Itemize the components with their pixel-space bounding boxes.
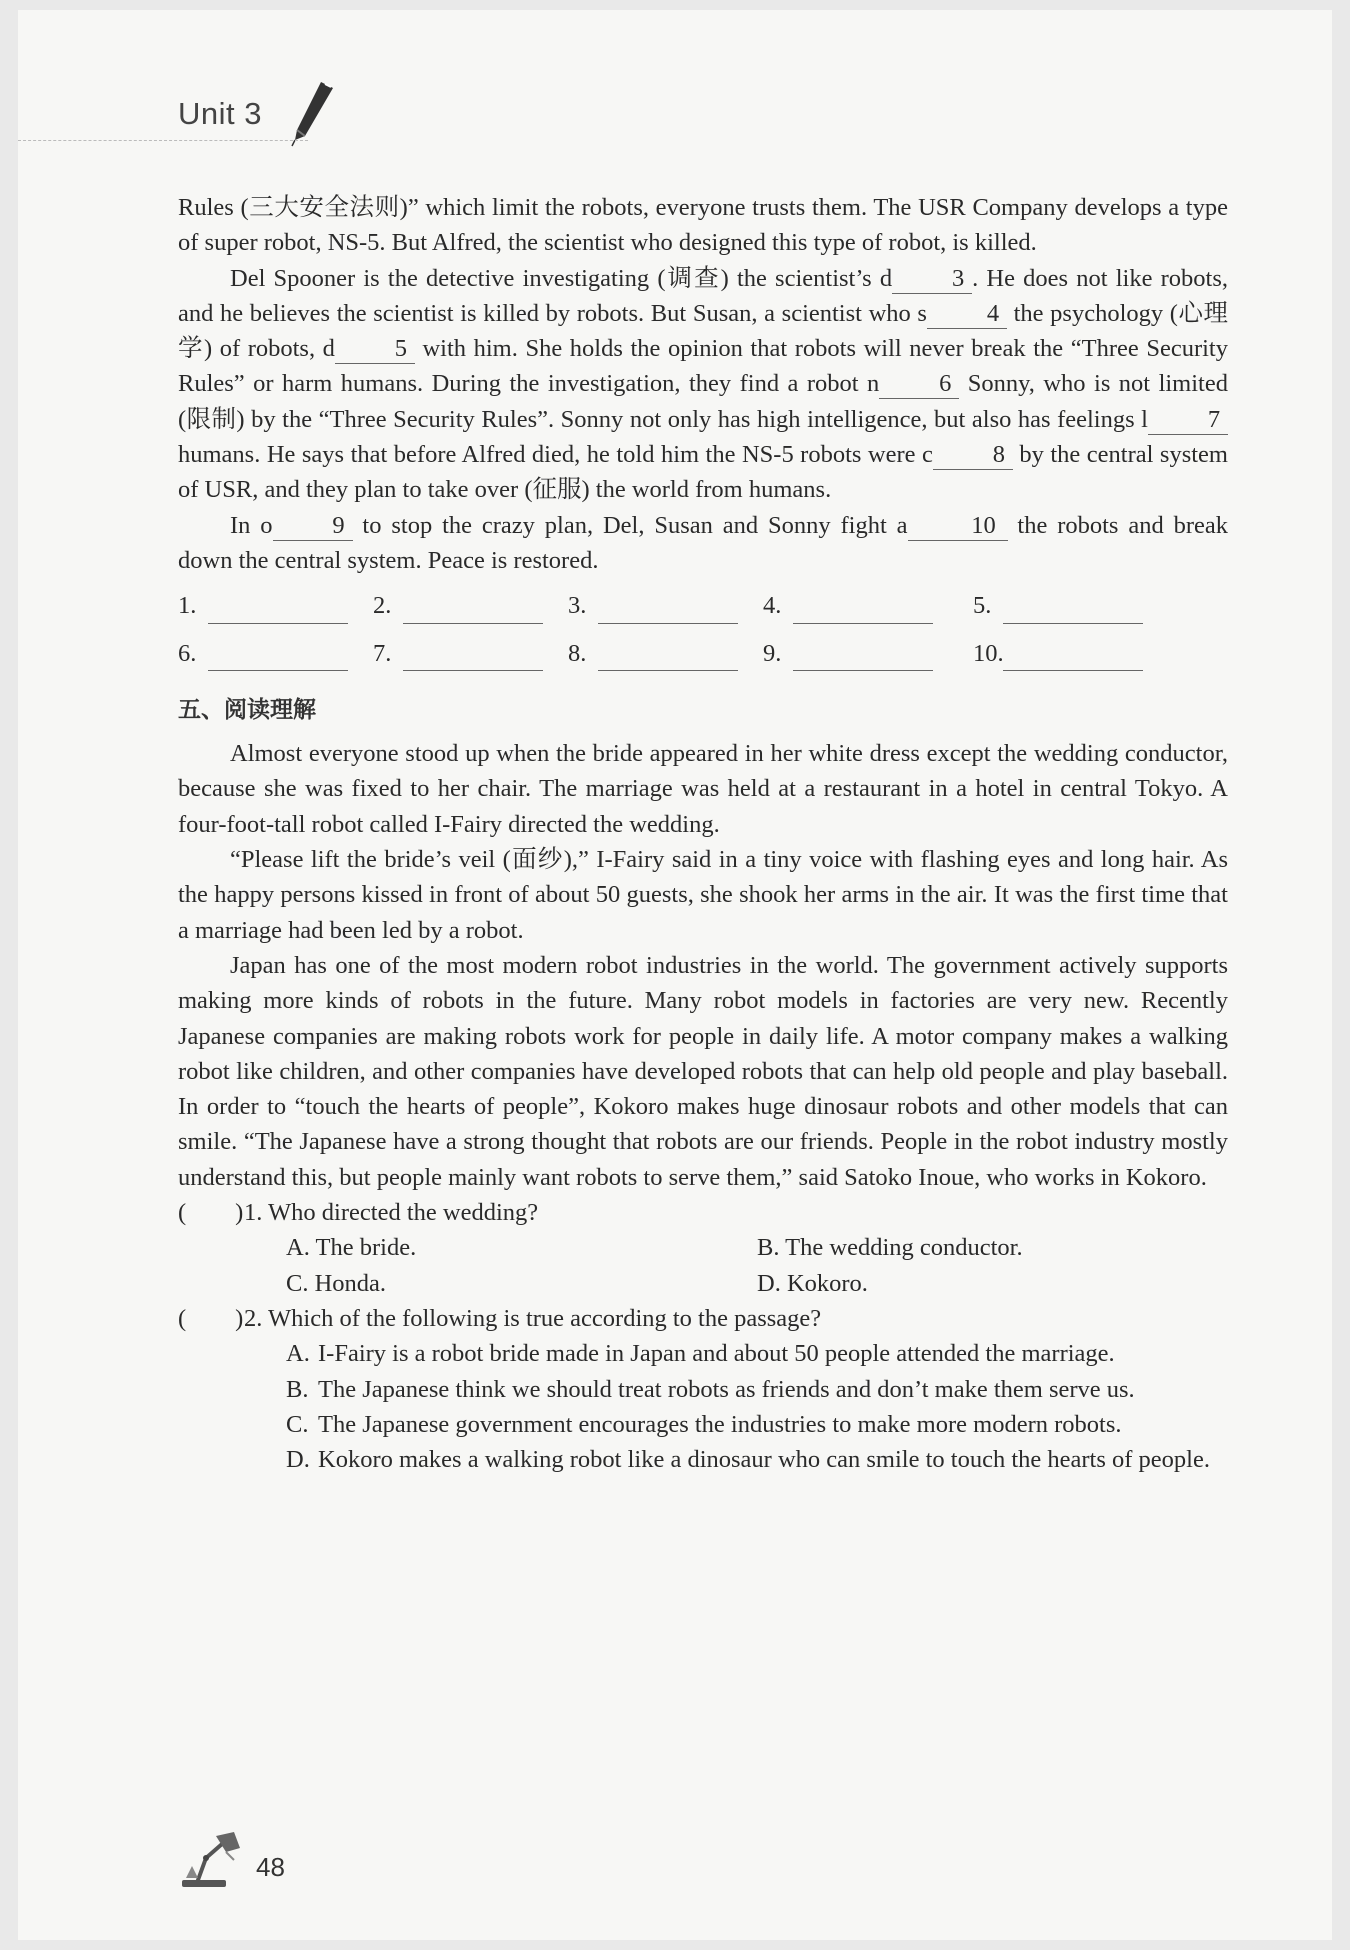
option-a: A. I-Fairy is a robot bride made in Japan and about 50 people attended the marriage.: [286, 1340, 1115, 1368]
answer-line[interactable]: [793, 644, 933, 671]
workbook-page: [18, 10, 1332, 1940]
answer-slot: [568, 588, 763, 623]
cloze-blank-10: 10: [908, 512, 1008, 541]
question-1: [178, 1195, 1228, 1230]
answer-line[interactable]: [208, 644, 348, 671]
unit-title: Unit 3: [178, 96, 262, 131]
cloze-text: with him. She holds the opinion that robots will never break the “Three Security Rules” or harm humans. During the investigation, they find a robot n: [178, 335, 1228, 398]
question-text: 2. Which of the following is true according to the passage?: [244, 1304, 822, 1332]
answer-slot: [973, 636, 1173, 671]
options-row: [178, 1230, 1228, 1265]
option-d: D. Kokoro makes a walking robot like a dinosaur who can smile to touch the hearts of people.: [286, 1446, 1210, 1474]
answer-bracket[interactable]: ( ): [178, 1199, 244, 1227]
cloze-blank-7: 7: [1148, 406, 1228, 435]
answer-slot: [568, 636, 763, 671]
page-header: [18, 88, 338, 148]
cloze-text: the psychology (心理学) of robots, d: [178, 299, 1228, 363]
question-2: [178, 1301, 1228, 1336]
answer-line[interactable]: [208, 597, 348, 624]
cloze-text: the robots and break down the central system. Peace is restored.: [178, 511, 1228, 574]
cloze-blank-4: 4: [927, 300, 1007, 329]
answer-slot: [373, 636, 568, 671]
option-b: B. The Japanese think we should treat robots as friends and don’t make them serve us.: [286, 1375, 1135, 1403]
reading-paragraph-1: Almost everyone stood up when the bride appeared in her white dress except the wedding conductor, because she was fixed to her chair. The marriage was held at a restaurant in a hotel in central Tokyo. A four-foot-tall robot called I-Fairy directed the wedding.: [178, 740, 1228, 838]
cloze-text: In o: [230, 511, 273, 539]
option-c: C. Honda.: [286, 1269, 387, 1297]
answer-line[interactable]: [793, 597, 933, 624]
cloze-blank-5: 5: [335, 335, 415, 364]
answer-grid: [178, 588, 1228, 671]
option-a: A. The bride.: [286, 1234, 417, 1262]
answer-line[interactable]: [598, 644, 738, 671]
page-content: [178, 190, 1228, 1477]
desk-lamp-icon: [178, 1830, 248, 1890]
answer-number: 10.: [973, 639, 1004, 667]
answer-number: 9.: [763, 639, 782, 667]
answer-slot: [763, 636, 973, 671]
answer-line[interactable]: [403, 597, 543, 624]
cloze-blank-3: 3: [892, 265, 972, 294]
answer-line[interactable]: [1003, 644, 1143, 671]
pen-icon: [283, 78, 343, 148]
cloze-text: to stop the crazy plan, Del, Susan and Sonny fight a: [352, 511, 908, 539]
cloze-text: humans. He says that before Alfred died, he told him the NS-5 robots were c: [178, 441, 933, 469]
answer-number: 6.: [178, 639, 197, 667]
answer-number: 4.: [763, 592, 782, 620]
answer-number: 2.: [373, 592, 392, 620]
answer-line[interactable]: [1003, 597, 1143, 624]
cloze-text: . He does not like robots, and he believes the scientist is killed by robots. But Susan, a scientist who s: [178, 264, 1228, 327]
header-rule: [18, 140, 308, 141]
page-number: 48: [256, 1852, 285, 1882]
cloze-text: Sonny, who is not limited (限制) by the “Three Security Rules”. Sonny not only has high intelligence, but also has feelings l: [178, 370, 1228, 433]
answer-slot: [973, 588, 1173, 623]
answer-bracket[interactable]: ( ): [178, 1304, 244, 1332]
answer-slot: [178, 636, 373, 671]
answer-number: 8.: [568, 639, 587, 667]
answer-number: 7.: [373, 639, 392, 667]
option-c: C. The Japanese government encourages the industries to make more modern robots.: [286, 1410, 1122, 1438]
question-text: 1. Who directed the wedding?: [244, 1199, 539, 1227]
answer-number: 1.: [178, 592, 197, 620]
cloze-paragraph-2: [178, 261, 1228, 508]
options-list: [178, 1336, 1228, 1477]
options-row: [178, 1266, 1228, 1301]
cloze-blank-6: 6: [879, 370, 959, 399]
cloze-paragraph-3: [178, 508, 1228, 579]
answer-number: 3.: [568, 592, 587, 620]
cloze-text: by the central system of USR, and they plan to take over (征服) the world from humans.: [178, 441, 1228, 504]
section-title: 五、阅读理解: [178, 696, 316, 723]
cloze-paragraph-1: Rules (三大安全法则)” which limit the robots, everyone trusts them. The USR Company develops a type of super robot, NS-5. But Alfred, the scientist who designed this type of robot, is killed.: [178, 194, 1228, 257]
answer-slot: [373, 588, 568, 623]
reading-paragraph-3: Japan has one of the most modern robot industries in the world. The government actively supports making more kinds of robots in the future. Many robot models in factories are very new. Recently Japanese companies are making robots work for people in daily life. A motor company makes a walking robot like children, and other companies have developed robots that can help old people and play baseball. In order to “touch the hearts of people”, Kokoro makes huge dinosaur robots and other models that can smile. “The Japanese have a strong thought that robots are our friends. People in the robot industry mostly understand this, but people mainly want robots to serve them,” said Satoko Inoue, who works in Kokoro.: [178, 951, 1228, 1191]
answer-slot: [178, 588, 373, 623]
answer-line[interactable]: [598, 597, 738, 624]
option-b: B. The wedding conductor.: [757, 1234, 1023, 1262]
answer-line[interactable]: [403, 644, 543, 671]
cloze-blank-9: 9: [273, 512, 353, 541]
cloze-blank-8: 8: [933, 441, 1013, 470]
cloze-text: Del Spooner is the detective investigating (调查) the scientist’s d: [230, 264, 893, 292]
answer-slot: [763, 588, 973, 623]
answer-number: 5.: [973, 592, 992, 620]
reading-paragraph-2: “Please lift the bride’s veil (面纱),” I-Fairy said in a tiny voice with flashing eyes and long hair. As the happy persons kissed in front of about 50 guests, she shook her arms in the air. It was the first time that a marriage had been led by a robot.: [178, 846, 1228, 944]
page-footer: [178, 1830, 378, 1900]
option-d: D. Kokoro.: [757, 1269, 868, 1297]
